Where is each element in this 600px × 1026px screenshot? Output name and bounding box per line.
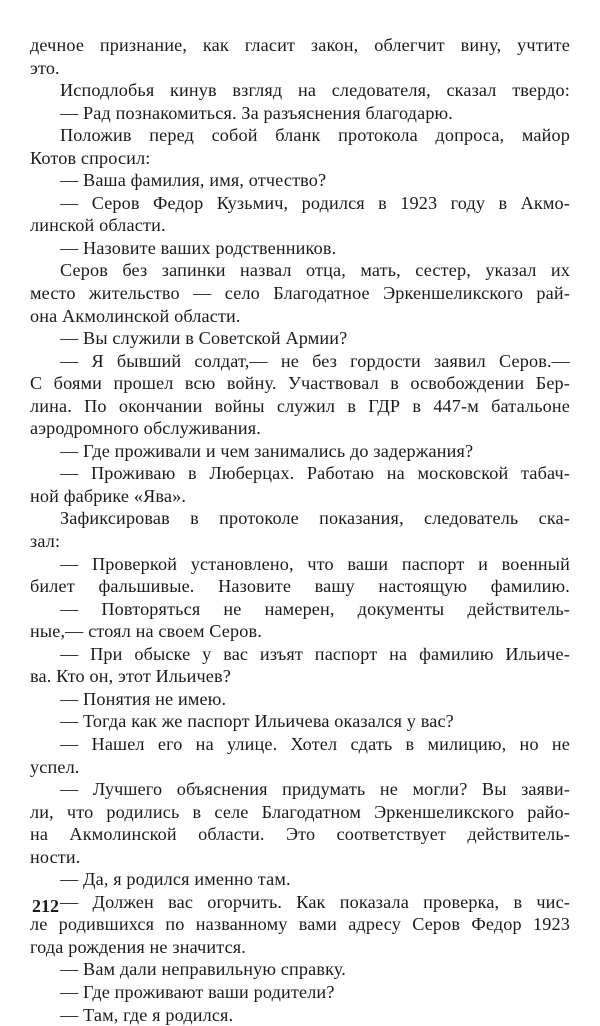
text-line: дечное признание, как гласит закон, облегчит вину, учтите <box>30 35 570 55</box>
text-line: Исподлобья кинув взгляд на следователя, сказал твердо: <box>60 80 570 101</box>
text-line: — Нашел его на улице. Хотел сдать в милицию, но не <box>60 733 570 754</box>
text-line: — При обыске у вас изъят паспорт на фамилию Ильиче- <box>60 643 570 664</box>
text-line: — Проживаю в Люберцах. Работаю на московской табач- <box>60 463 570 484</box>
text-line: она Акмолинской области. <box>30 305 241 326</box>
text-line: ли, что родились в селе Благодатном Эркеншеликского райо- <box>30 801 570 822</box>
text-line: Положив перед собой бланк протокола допроса, майор <box>60 125 570 146</box>
text-line: — Вам дали неправильную справку. <box>60 959 346 980</box>
text-line: — Назовите ваших родственников. <box>60 237 337 258</box>
text-line: — Ваша фамилия, имя, отчество? <box>60 170 327 191</box>
text-line: лина. По окончании войны служил в ГДР в 447-м батальоне <box>30 395 570 416</box>
text-line: — Я бывший солдат,— не без гордости заявил Серов.— <box>60 350 570 371</box>
text-line: года рождения не значится. <box>30 936 247 957</box>
text-line: С боями прошел всю войну. Участвовал в освобождении Бер- <box>30 373 570 394</box>
text-line: ва. Кто он, этот Ильичев? <box>30 666 231 687</box>
text-line: зал: <box>30 531 61 552</box>
text-line: линской области. <box>30 215 166 236</box>
text-line: ной фабрике «Ява». <box>30 485 187 506</box>
text-line: Котов спросил: <box>30 147 151 168</box>
text-line: ле родившихся по названному вами адресу Серов Федор 1923 <box>30 914 570 935</box>
text-line: на Акмолинской области. Это соответствует действитель- <box>30 824 570 845</box>
text-line: — Повторяться не намерен, документы действитель- <box>60 598 570 619</box>
text-line: билет фальшивые. Назовите вашу настоящую фамилию. <box>30 576 570 597</box>
text-line: аэродромного обслуживания. <box>30 418 261 439</box>
text-line: — Лучшего объяснения придумать не могли? Вы заяви- <box>60 779 570 800</box>
text-line: — Серов Федор Кузьмич, родился в 1923 году в Акмо- <box>60 192 570 213</box>
text-line: Зафиксировав в протоколе показания, следователь ска- <box>60 508 570 529</box>
text-line: ные,— стоял на своем Серов. <box>30 621 262 642</box>
text-line: это. <box>30 57 60 78</box>
page-body-text <box>30 34 570 1026</box>
page-number: 212 <box>32 896 59 916</box>
text-line: место жительство — село Благодатное Эркеншеликского рай- <box>30 283 570 304</box>
text-line: — Проверкой установлено, что ваши паспорт и военный <box>60 553 570 574</box>
text-line: — Должен вас огорчить. Как показала проверка, в чис- <box>60 891 570 912</box>
text-line: ности. <box>30 846 81 867</box>
text-line: — Да, я родился именно там. <box>60 869 291 890</box>
text-line: — Где проживают ваши родители? <box>60 981 335 1002</box>
text-line: — Там, где я родился. <box>60 1004 234 1025</box>
text-line: — Тогда как же паспорт Ильичева оказался у вас? <box>60 711 454 732</box>
text-line: — Вы служили в Советской Армии? <box>60 328 348 349</box>
text-line: Серов без запинки назвал отца, мать, сестер, указал их <box>60 260 570 281</box>
text-line: — Понятия не имею. <box>60 688 227 709</box>
text-line: — Рад познакомиться. За разъяснения благодарю. <box>60 102 453 123</box>
text-line: — Где проживали и чем занимались до задержания? <box>60 440 474 461</box>
text-line: успел. <box>30 756 80 777</box>
